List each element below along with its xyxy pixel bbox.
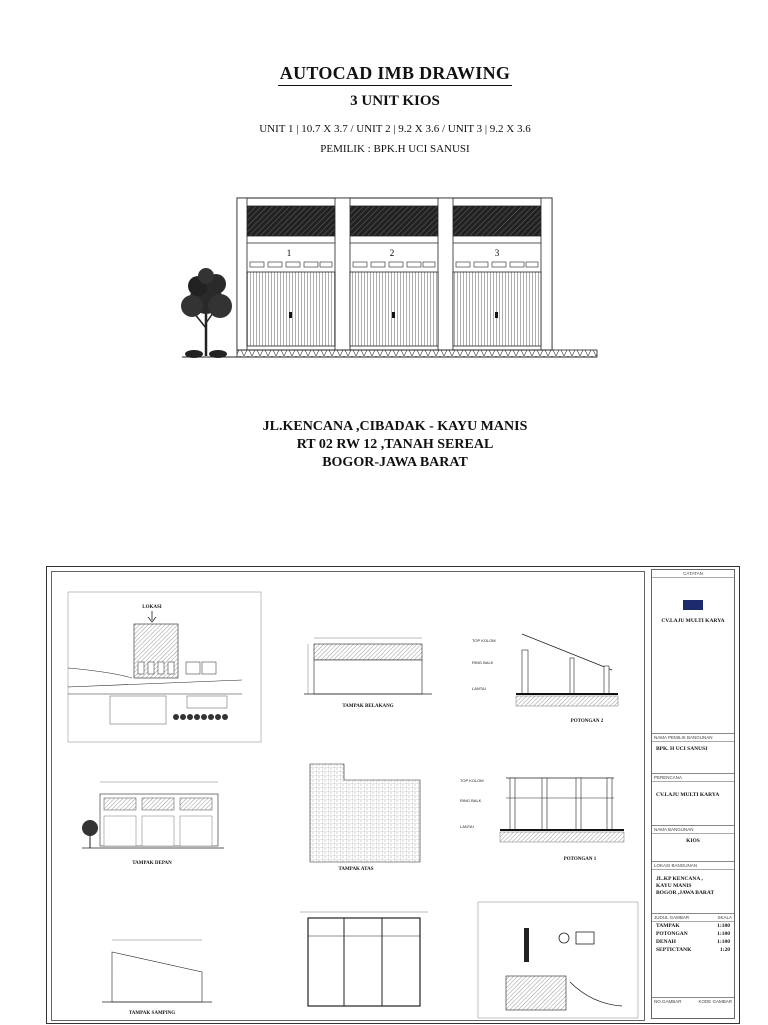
- rear-elevation: [304, 638, 432, 709]
- tb-company: CV.LAJU MULTI KARYA: [661, 618, 725, 624]
- label-potongan-2: POTONGAN 2: [570, 719, 604, 724]
- owner-line: PEMILIK : BPK.H UCI SANUSI: [320, 143, 470, 155]
- tb-kode-gambar: KODE GAMBAR: [698, 999, 732, 1004]
- label-tampak-atas: TAMPAK ATAS: [338, 867, 374, 872]
- location-label: LOKASI: [142, 605, 162, 610]
- svg-text:RING BALK: RING BALK: [460, 798, 482, 803]
- tb-building: [652, 826, 734, 862]
- tb-row-name: SEPTICTANK: [656, 947, 692, 953]
- svg-text:LANTAI: LANTAI: [472, 686, 486, 691]
- tb-row-scale: 1:100: [717, 939, 730, 945]
- section-2: [472, 634, 618, 724]
- svg-text:LANTAI: LANTAI: [460, 824, 474, 829]
- septic-tank-detail: [478, 902, 638, 1018]
- unit-number-1: 1: [286, 248, 292, 258]
- drawing-sheet: [46, 566, 740, 1024]
- tb-location-line-2: KAYU MANIS: [656, 883, 692, 889]
- drawing-area: [51, 571, 645, 1021]
- tb-row: [652, 930, 734, 938]
- floor-plan: [300, 912, 428, 1006]
- side-elevation: [102, 940, 212, 1016]
- title-block: [651, 569, 735, 1019]
- tb-owner: [652, 734, 734, 774]
- tb-row-scale: 1:100: [717, 923, 730, 929]
- cover-title: [50, 63, 740, 84]
- tb-building-head: NAMA BANGUNAN: [652, 826, 734, 834]
- cover-subtitle: 3 UNIT KIOS: [350, 93, 440, 109]
- tb-owner-value: BPK. H UCI SANUSI: [656, 746, 708, 752]
- kiosk-facade-drawing: [172, 188, 652, 368]
- svg-text:RING BALK: RING BALK: [472, 660, 494, 665]
- tb-owner-head: NAMA PEMILIK BANGUNAN: [652, 734, 734, 742]
- tree-icon: [181, 268, 232, 358]
- company-logo-icon: [683, 600, 703, 610]
- tb-building-value: KIOS: [686, 838, 700, 844]
- tb-location-head: LOKASI BANGUNAN: [652, 862, 734, 870]
- address-line-3: BOGOR-JAWA BARAT: [322, 455, 468, 470]
- tb-planner-head: PERENCANA: [652, 774, 734, 782]
- address-line-1: JL.KENCANA ,CIBADAK - KAYU MANIS: [262, 419, 528, 434]
- tb-drawing-code: [652, 998, 734, 1018]
- cover-title-text: AUTOCAD IMB DRAWING: [278, 63, 512, 86]
- project-address: [50, 418, 740, 472]
- tb-location-value: [652, 870, 734, 901]
- tb-planner: [652, 774, 734, 826]
- tb-planner-value: CV.LAJU MULTI KARYA: [656, 792, 720, 798]
- front-elevation: [82, 782, 224, 866]
- top-view: [310, 764, 420, 872]
- tb-catatan: CATATAN: [652, 570, 734, 578]
- tb-row-scale: 1:100: [717, 931, 730, 937]
- tb-location: [652, 862, 734, 914]
- svg-text:TOP KOLOM: TOP KOLOM: [472, 638, 496, 643]
- label-tampak-belakang: TAMPAK BELAKANG: [342, 704, 394, 709]
- label-tampak-depan: TAMPAK DEPAN: [132, 861, 172, 866]
- label-tampak-samping: TAMPAK SAMPING: [128, 1011, 176, 1016]
- tb-notes: [652, 570, 734, 734]
- tb-location-line-3: BOGOR ,JAWA BARAT: [656, 890, 715, 896]
- svg-text:TOP KOLOM: TOP KOLOM: [460, 778, 484, 783]
- tb-row: [652, 946, 734, 954]
- tb-row: [652, 938, 734, 946]
- tb-drawing-list-head: [652, 914, 734, 922]
- tb-drawing-code-head: [652, 998, 734, 1005]
- tb-row: [652, 922, 734, 930]
- tb-skala-head: SKALA: [717, 915, 732, 920]
- unit-dimensions: UNIT 1 | 10.7 X 3.7 / UNIT 2 | 9.2 X 3.6 / UNIT 3 | 9.2 X 3.6: [259, 123, 531, 135]
- section-1: [460, 778, 624, 862]
- location-plan: [68, 592, 261, 742]
- tb-row-name: DENAH: [656, 939, 676, 945]
- tb-no-gambar: NO.GAMBAR: [654, 999, 682, 1004]
- tb-row-scale: 1:20: [719, 947, 730, 953]
- unit-number-3: 3: [494, 248, 500, 258]
- tb-row-name: POTONGAN: [656, 931, 688, 937]
- tb-row-name: TAMPAK: [656, 923, 680, 929]
- drawing-views: [52, 572, 644, 1020]
- label-potongan-1: POTONGAN 1: [563, 857, 597, 862]
- tb-judul-head: JUDUL GAMBAR: [654, 915, 690, 920]
- unit-number-2: 2: [389, 248, 395, 258]
- tb-drawing-list: [652, 914, 734, 998]
- address-line-2: RT 02 RW 12 ,TANAH SEREAL: [296, 437, 494, 452]
- cover-page: [50, 28, 740, 528]
- tb-location-line-1: JL.KP KENCANA ,: [656, 876, 703, 882]
